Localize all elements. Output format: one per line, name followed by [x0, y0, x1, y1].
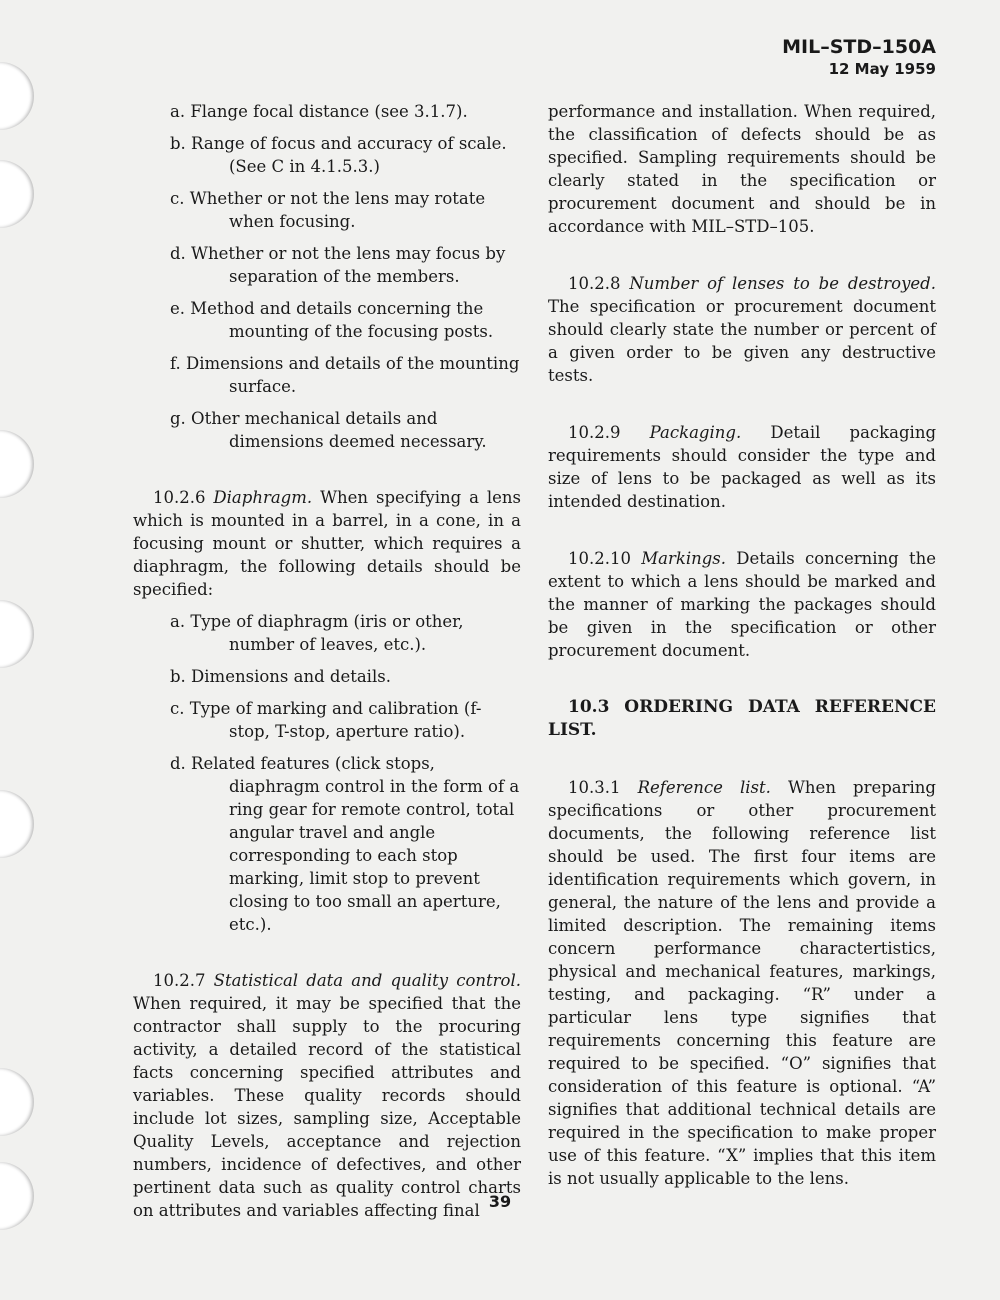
- section-10-3-1: [548, 776, 936, 1190]
- list-item: d. Whether or not the lens may focus by separation of the members.: [170, 244, 506, 286]
- section-number: 10.3.1: [568, 778, 621, 797]
- list-item: a. Flange focal distance (see 3.1.7).: [170, 102, 468, 121]
- section-title: Number of lenses to be destroyed.: [629, 274, 936, 293]
- left-column: [133, 100, 521, 1222]
- section-number: 10.2.7: [153, 971, 206, 990]
- continued-paragraph: performance and installation. When required, the classification of defects should be as specified. Sampling requirements should be clearly stated in the specification or procurement document and should be in accordance with MIL–STD–105.: [548, 102, 936, 236]
- section-body: The specification or procurement document should clearly state the number or percent of a given order to be given any destructive tests.: [548, 297, 936, 385]
- list-item: e. Method and details concerning the mounting of the focusing posts.: [170, 299, 494, 341]
- section-title: Markings.: [641, 549, 727, 568]
- section-body: Detail packaging requirements should consider the type and size of lens to be packaged as well as its intended destination.: [548, 423, 937, 511]
- section-10-2-10: [548, 547, 936, 662]
- section-title: Diaphragm.: [213, 488, 313, 507]
- section-title: Packaging.: [649, 423, 742, 442]
- binder-hole: [0, 430, 34, 498]
- section-heading: 10.3 ORDERING DATA REFERENCE LIST.: [548, 697, 936, 740]
- section-number: 10.2.9: [568, 423, 621, 442]
- list-item: a. Type of diaphragm (iris or other, number of leaves, etc.).: [170, 612, 464, 654]
- section-number: 10.2.8: [568, 274, 621, 293]
- binder-hole: [0, 160, 34, 228]
- document-id: MIL–STD–150A: [782, 36, 936, 58]
- section-number: 10.2.10: [568, 549, 631, 568]
- document-date: 12 May 1959: [828, 60, 936, 78]
- section-10-2-7: [133, 969, 521, 1222]
- list-item: g. Other mechanical details and dimensions deemed necessary.: [170, 409, 487, 451]
- section-body: Details concerning the extent to which a lens should be marked and the manner of marking the packages should be given in the specification or other procurement document.: [548, 549, 936, 660]
- section-title: Reference list.: [637, 778, 771, 797]
- section-body: When required, it may be specified that the contractor shall supply to the procuring activity, a detailed record of the statistical facts concerning specified attributes and variables. These quality records should include lot sizes, sampling size, Acceptable Quality Levels, acceptance and rejection numbers, incidence of defectives, and other pertinent data such as quality control charts on attributes and variables affecting final: [133, 994, 521, 1220]
- list-item: b. Dimensions and details.: [170, 667, 391, 686]
- section-body: When preparing specifications or other procurement documents, the following reference list should be used. The first four items are identification requirements which govern, in general, the nature of the lens and provide a limited description. The remaining items concern performance charactertistics, physical and mechanical features, markings, testing, and packaging. “R” under a particular lens type signifies that requirements concerning this feature are required to be specified. “O” signifies that consideration of this feature is optional. “A” signifies that additional technical details are required in the specification to make proper use of this feature. “X” implies that this item is not usually applicable to the lens.: [548, 778, 936, 1188]
- section-10-2-8: [548, 272, 936, 387]
- binder-hole: [0, 1068, 34, 1136]
- binder-hole: [0, 62, 34, 130]
- section-number: 10.2.6: [153, 488, 206, 507]
- list-item: d. Related features (click stops, diaphragm control in the form of a ring gear for remote control, total angular travel and angle corresponding to each stop marking, limit stop to prevent closing to too small an aperture, etc.).: [170, 754, 520, 934]
- page-number: 39: [488, 1192, 512, 1211]
- list-item: c. Type of marking and calibration (f-stop, T-stop, aperture ratio).: [170, 699, 482, 741]
- binder-hole: [0, 790, 34, 858]
- list-item: f. Dimensions and details of the mounting surface.: [170, 354, 520, 396]
- section-10-2-6: [133, 486, 521, 601]
- list-item: b. Range of focus and accuracy of scale. (See C in 4.1.5.3.): [170, 134, 507, 176]
- right-column: [548, 100, 936, 1190]
- list-item: c. Whether or not the lens may rotate when focusing.: [170, 189, 486, 231]
- page-header: [782, 36, 936, 80]
- section-title: Statistical data and quality control.: [213, 971, 521, 990]
- section-body: When specifying a lens which is mounted in a barrel, in a cone, in a focusing mount or shutter, which requires a diaphragm, the following details should be specified:: [133, 488, 522, 599]
- section-10-2-9: [548, 421, 936, 513]
- binder-hole: [0, 600, 34, 668]
